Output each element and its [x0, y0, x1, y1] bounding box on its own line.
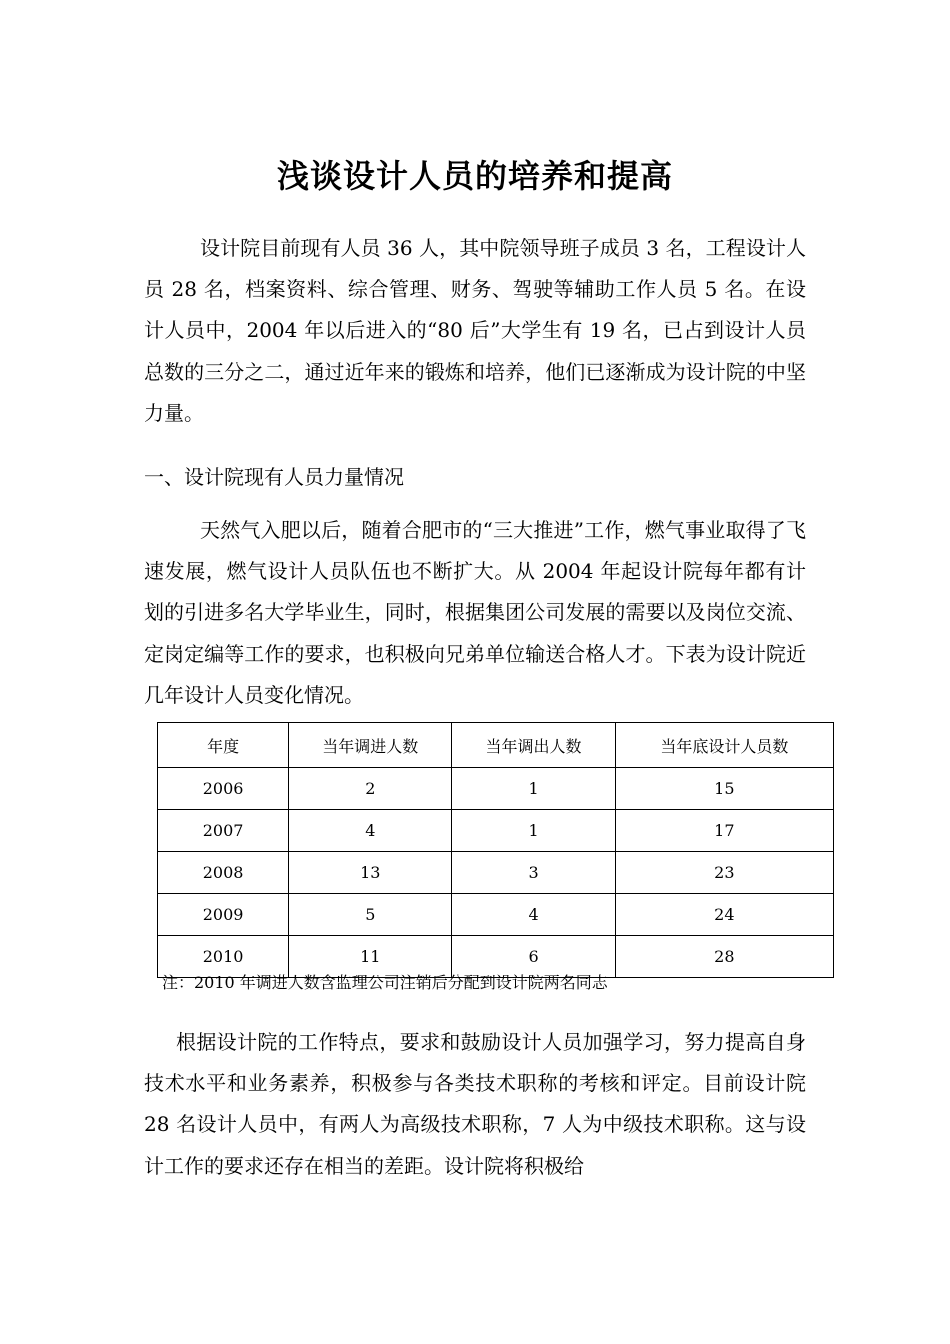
header-cell-year: 年度: [158, 723, 289, 768]
table-cell: 2: [289, 768, 452, 810]
table-cell: 13: [289, 852, 452, 894]
table-cell: 24: [615, 894, 833, 936]
table-cell: 6: [452, 936, 615, 978]
table-note: 注：2010 年调进人数含监理公司注销后分配到设计院两名同志: [162, 973, 608, 992]
table-cell: 1: [452, 768, 615, 810]
table-row: [158, 852, 834, 894]
table-cell: 4: [452, 894, 615, 936]
table-header-row: [158, 723, 834, 768]
table-cell: 11: [289, 936, 452, 978]
closing-paragraph: 根据设计院的工作特点，要求和鼓励设计人员加强学习，努力提高自身技术水平和业务素养，积极参与各类技术职称的考核和评定。目前设计院 28 名设计人员中，有两人为高级技术职称，7 人为中级技术职称。这与设计工作的要求还存在相当的差距。设计院将积极给: [144, 1030, 806, 1178]
table-cell: 23: [615, 852, 833, 894]
table-cell: 1: [452, 810, 615, 852]
table-row: [158, 894, 834, 936]
header-cell-transferred-in: 当年调进人数: [289, 723, 452, 768]
table-cell: 2006: [158, 768, 289, 810]
table-cell: 3: [452, 852, 615, 894]
header-cell-year-end-total: 当年底设计人员数: [615, 723, 833, 768]
section-body-paragraph: 天然气入肥以后，随着合肥市的“三大推进”工作，燃气事业取得了飞速发展，燃气设计人员队伍也不断扩大。从 2004 年起设计院每年都有计划的引进多名大学毕业生，同时，根据集团公司发展的需要以及岗位交流、定岗定编等工作的要求，也积极向兄弟单位输送合格人才。下表为设计院近几年设计人员变化情况。: [144, 518, 806, 707]
table-cell: 2007: [158, 810, 289, 852]
table-cell: 2010: [158, 936, 289, 978]
table-cell: 17: [615, 810, 833, 852]
table-cell: 2008: [158, 852, 289, 894]
header-cell-transferred-out: 当年调出人数: [452, 723, 615, 768]
table-cell: 4: [289, 810, 452, 852]
staff-change-table: [157, 722, 834, 978]
section-heading: 一、设计院现有人员力量情况: [144, 465, 404, 489]
table-row: [158, 810, 834, 852]
table-cell: 15: [615, 768, 833, 810]
page-title: 浅谈设计人员的培养和提高: [276, 157, 673, 196]
table-cell: 5: [289, 894, 452, 936]
intro-paragraph: 设计院目前现有人员 36 人，其中院领导班子成员 3 名，工程设计人员 28 名，档案资料、综合管理、财务、驾驶等辅助工作人员 5 名。在设计人员中，2004 年以后进入的“80 后”大学生有 19 名，已占到设计人员总数的三分之二，通过近年来的锻炼和培养，他们已逐渐成为设计院的中坚力量。: [144, 236, 806, 425]
table-cell: 28: [615, 936, 833, 978]
table-row: [158, 768, 834, 810]
table-cell: 2009: [158, 894, 289, 936]
